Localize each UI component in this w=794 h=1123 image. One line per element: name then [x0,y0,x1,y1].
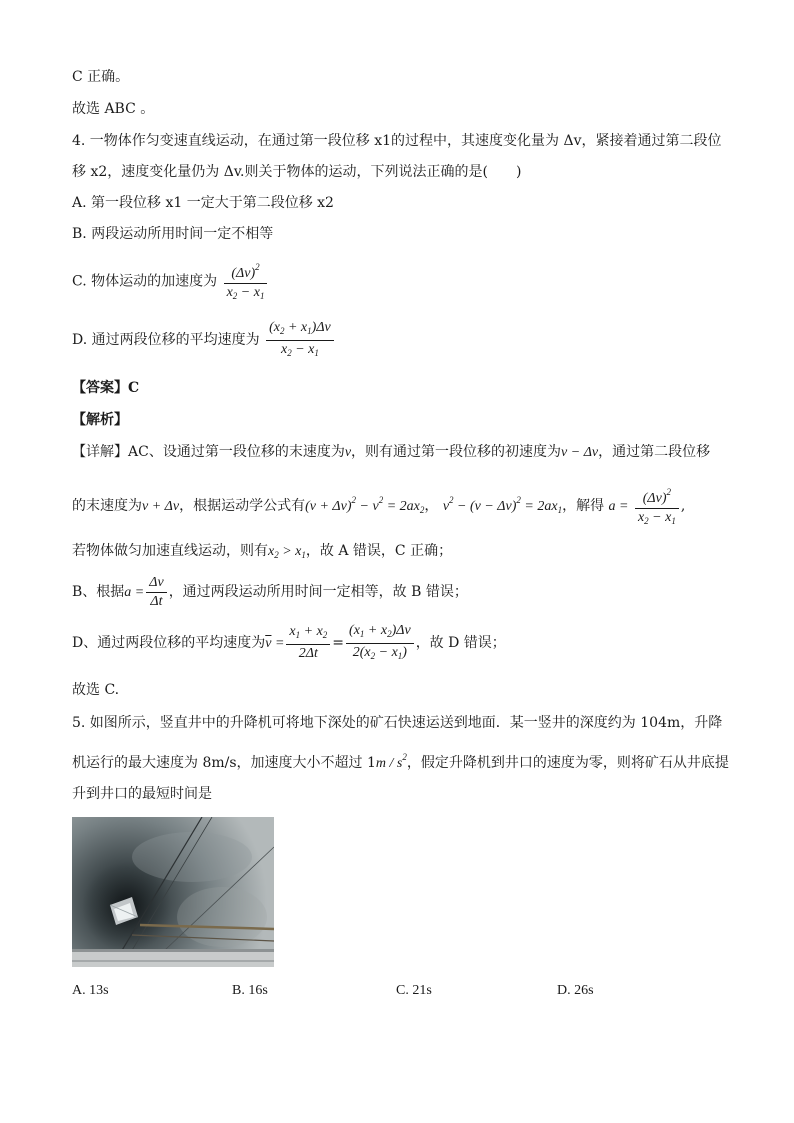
formula-avg-velocity-1: $\frac{x_1 + x_2}{2\Delta t}$ [286,623,330,663]
q5-option-c[interactable]: C. 21s [396,983,432,998]
detail-text: ，则有通过第一段位移的初速度为 [351,444,562,460]
q4-option-c-formula: $\frac{(\Delta v)^2}{x_2 - x_1}$ [224,258,268,305]
detail-text: ，通过两段运动所用时间一定相等，故 B 错误； [168,584,468,600]
q4-detail-line-5: D、通过两段位移的平均速度为$\overline{v}$ = $\frac{x_1 + x_2}{2\Delta t}$ = $\frac{(x_1 + x_2)\Delta v}{2(x_2 - x_1)}$ ，故 D 错误； [72,621,506,666]
q5-stem-line-1: 5. 如图所示，竖直井中的升降机可将地下深处的矿石快速运送到地面．某一竖井的深度约为 104m，升降 [72,715,723,731]
q5-options [72,983,722,1003]
q4-option-c-text: C. 物体运动的加速度为 [72,273,218,290]
detail-text: ，解得 [562,498,605,514]
q5-option-d[interactable]: D. 26s [557,983,594,998]
detail-text: 若物体做匀加速直线运动，则有 [72,543,268,559]
detail-text: ，假定升降机到井口的速度为零，则将矿石从井底提 [406,755,729,771]
q5-option-a[interactable]: A. 13s [72,983,109,998]
q4-detail-line-2: 的末速度为v + Δv，根据运动学公式有$(v + \Delta v)^2 - v^2 = 2ax_2$， $v^2 - (v - \Delta v)^2 = 2ax_1$，解得 a = $\frac{(\Delta v)^2}{x_2 - x_1}$ , [72,478,685,532]
q4-detail-line-1 [72,442,710,463]
q4-option-d-formula: $\frac{(x_2 + x_1)\Delta v}{x_2 - x_1}$ [266,319,334,362]
formula-dv-dt: $\frac{\Delta v}{\Delta t}$ [146,574,166,611]
q5-stem-line-2 [72,747,729,774]
formula-a-eq: a = [124,585,145,600]
formula-kinematics-2: $v^2 - (v - \Delta v)^2 = 2ax_1$ [442,495,563,515]
q4-stem-line-2: 移 x2，速度变化量仍为 Δv.则关于物体的运动，下列说法正确的是( ) [72,164,522,180]
detail-text: ，故 A 错误，C 正确； [305,543,453,559]
previous-choice-line: 故选 ABC 。 [72,101,155,117]
previous-answer-line: C 正确。 [72,69,130,85]
q4-conclusion: 故选 C. [72,682,120,698]
formula-v: v [344,445,352,460]
mine-shaft-photo [72,817,274,967]
detail-text: 机运行的最大速度为 8m/s，加速度大小不超过 1 [72,755,376,771]
q4-option-b: B. 两段运动所用时间一定不相等 [72,226,274,242]
detail-text: D、通过两段位移的平均速度为 [72,635,266,651]
q4-option-d [72,318,336,362]
q4-analysis-heading: 【解析】 [72,412,128,428]
q4-detail-line-3 [72,541,452,565]
q4-answer: 【答案】C [72,380,140,396]
formula-x2-gt-x1: $x_2 > x_1$ [268,544,306,560]
detail-text: ，根据运动学公式有 [179,498,306,514]
q4-option-c [72,258,269,305]
formula-acceleration-fraction: $\frac{(\Delta v)^2}{x_2 - x_1}$ [635,483,679,530]
formula-unit: m / $s^2$ [375,752,407,771]
detail-text: B、根据 [72,584,125,600]
formula-v-minus-dv: v − Δv [561,445,599,460]
q4-option-a: A. 第一段位移 x1 一定大于第二段位移 x2 [72,195,334,211]
q4-stem-line-1: 4. 一物体作匀变速直线运动，在通过第一段位移 x1的过程中，其速度变化量为 Δv，紧接着通过第二段位 [72,133,722,149]
q4-option-d-text: D. 通过两段位移的平均速度为 [72,332,260,348]
formula-a: a = [608,499,629,514]
q5-stem-line-3: 升到井口的最短时间是 [72,786,212,802]
formula-v-plus-dv: v + Δv [142,499,180,514]
detail-text: 的末速度为 [72,498,142,514]
formula-avg-velocity-2: $\frac{(x_1 + x_2)\Delta v}{2(x_2 - x_1)}$ [346,622,414,665]
formula-kinematics-1: $(v + \Delta v)^2 - v^2 = 2ax_2$ [305,495,425,515]
formula-vbar: $\overline{v}$ = [265,636,285,651]
q5-option-b[interactable]: B. 16s [232,983,268,998]
detail-text: 【详解】AC、设通过第一段位移的末速度为 [72,444,345,460]
detail-text: ，故 D 错误； [415,635,506,651]
detail-text: ，通过第二段位移 [598,444,711,460]
q4-detail-line-4 [72,570,468,615]
